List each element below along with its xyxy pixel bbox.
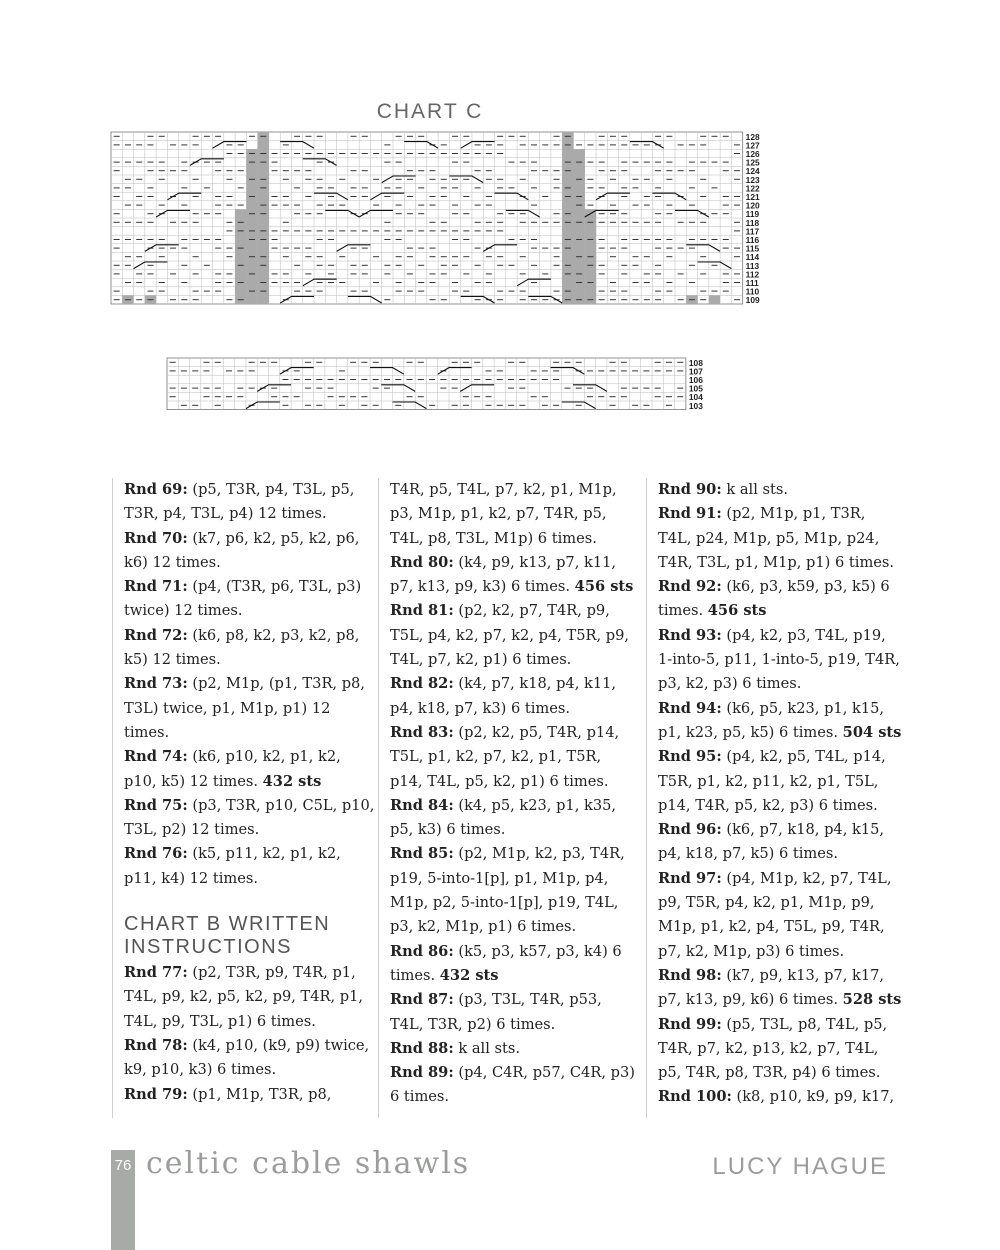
round-label: Rnd 74: xyxy=(124,748,188,766)
round-text: (k6, p8, k2, p3, k2, p8, k5) 12 times. xyxy=(124,626,360,669)
row-number-label: 123 xyxy=(745,174,760,185)
round-instruction xyxy=(124,624,376,673)
round-text: (k4, p9, k13, p7, k11, p7, k13, p9, k3) 6 times. xyxy=(390,553,617,596)
round-label: Rnd 80: xyxy=(390,553,454,571)
round-label: Rnd 84: xyxy=(390,796,454,814)
round-text: (p4, (T3R, p6, T3L, p3) twice) 12 times. xyxy=(124,578,362,620)
round-text: (p4, M1p, k2, p7, T4L, p9, T5R, p4, k2, p1, M1p, p9, M1p, p1, k2, p4, T5L, p9, T4R, p7, k2, M1p, p3) 6 times. xyxy=(658,869,892,960)
row-number-label: 103 xyxy=(688,400,703,411)
row-number-label: 114 xyxy=(745,252,760,263)
round-label: Rnd 96: xyxy=(658,821,722,839)
round-text: (k6, p5, k23, p1, k15, p1, k23, p5, k5) 6 times. xyxy=(658,699,885,741)
row-number-label: 117 xyxy=(745,226,760,237)
stitch-count: 528 sts xyxy=(842,991,902,1009)
row-number-label: 120 xyxy=(745,200,760,211)
row-number-label: 124 xyxy=(745,166,760,177)
round-instruction xyxy=(390,721,635,794)
no-stitch-cell xyxy=(709,295,720,304)
round-text: (p3, T3R, p10, C5L, p10, T3L, p2) 12 times. xyxy=(124,796,375,839)
round-text: (p1, M1p, T3R, p8, xyxy=(192,1085,332,1103)
round-text: (p4, C4R, p57, C4R, p3) 6 times. xyxy=(390,1064,635,1106)
round-text: k all sts. xyxy=(726,481,789,498)
round-label: Rnd 86: xyxy=(390,942,454,960)
row-number-label: 126 xyxy=(745,149,760,159)
round-label: Rnd 78: xyxy=(124,1036,188,1054)
round-text: (k4, p10, (k9, p9) twice, k9, p10, k3) 6 times. xyxy=(124,1036,370,1079)
round-instruction xyxy=(124,1083,376,1107)
round-instruction xyxy=(124,527,376,576)
round-label: Rnd 94: xyxy=(658,699,722,717)
round-label: Rnd 85: xyxy=(390,845,454,863)
round-text: (k4, p7, k18, p4, k11, p4, k18, p7, k3) 6 times. xyxy=(390,675,617,717)
round-label: Rnd 73: xyxy=(124,675,188,693)
round-label: Rnd 97: xyxy=(658,869,722,887)
round-text: (p5, T3R, p4, T3L, p5, T3R, p4, T3L, p4) 12 times. xyxy=(124,481,355,523)
round-text: (p4, k2, p3, T4L, p19, 1-into-5, p11, 1-into-5, p19, T4R, p3, k2, p3) 6 times. xyxy=(658,626,900,693)
instructions-column-3 xyxy=(646,478,903,1118)
instructions-column-1 xyxy=(112,478,376,1118)
round-label: Rnd 83: xyxy=(390,723,454,741)
no-stitch-cell xyxy=(573,149,584,304)
round-label: Rnd 91: xyxy=(658,505,722,523)
round-label: Rnd 95: xyxy=(658,748,722,766)
row-number-label: 118 xyxy=(745,217,760,228)
round-label: Rnd 75: xyxy=(124,796,188,814)
round-text: (p2, k2, p5, T4R, p14, T5L, p1, k2, p7, k2, p1, T5R, p14, T4L, p5, k2, p1) 6 times. xyxy=(390,723,620,790)
row-number-label: 116 xyxy=(745,235,760,245)
round-instruction xyxy=(658,697,903,746)
row-number-label: 122 xyxy=(745,183,760,194)
round-label: Rnd 98: xyxy=(658,966,722,984)
round-text: (k6, p10, k2, p1, k2, p10, k5) 12 times. xyxy=(124,748,341,790)
round-text: (p5, T3L, p8, T4L, p5, T4R, p7, k2, p13, k2, p7, T4L, p5, T4R, p8, T3R, p4) 6 times. xyxy=(658,1015,888,1082)
round-text: (k7, p9, k13, p7, k17, p7, k13, p9, k6) 6 times. xyxy=(658,966,885,1009)
round-instruction xyxy=(658,575,903,624)
round-text: (p3, T3L, T4R, p53, T4L, T3R, p2) 6 times. xyxy=(390,991,602,1033)
round-text: T4R, p5, T4L, p7, k2, p1, M1p, p3, M1p, p1, k2, p7, T4R, p5, T4L, p8, T3L, M1p) 6 times. xyxy=(390,481,617,547)
round-instruction xyxy=(124,478,376,527)
stitch-count: 432 sts xyxy=(262,772,322,790)
row-number-label: 106 xyxy=(688,375,703,385)
row-number-label: 121 xyxy=(745,192,760,202)
round-instruction xyxy=(658,502,903,575)
round-label: Rnd 90: xyxy=(658,481,722,498)
round-label: Rnd 76: xyxy=(124,845,188,863)
round-text: (k4, p5, k23, p1, k35, p5, k3) 6 times. xyxy=(390,796,617,839)
round-instruction xyxy=(390,842,635,939)
round-text: (k5, p11, k2, p1, k2, p11, k4) 12 times. xyxy=(124,845,341,887)
round-label: Rnd 89: xyxy=(390,1064,454,1082)
round-instruction xyxy=(124,745,376,794)
round-label: Rnd 99: xyxy=(658,1015,722,1033)
round-instruction xyxy=(390,1061,635,1110)
round-instruction xyxy=(124,794,376,843)
chart-title: CHART C xyxy=(376,100,484,123)
row-number-label: 115 xyxy=(745,243,760,254)
row-number-label: 119 xyxy=(745,209,760,220)
knitting-chart xyxy=(0,0,1000,440)
row-number-label: 113 xyxy=(745,260,760,271)
round-instruction xyxy=(658,624,903,697)
round-text: (p2, k2, p7, T4R, p9, T5L, p4, k2, p7, k2, p4, T5R, p9, T4L, p7, k2, p1) 6 times. xyxy=(390,602,630,669)
round-text: (p4, k2, p5, T4L, p14, T5R, p1, k2, p11, k2, p1, T5L, p14, T4R, p5, k2, p3) 6 times. xyxy=(658,748,886,814)
row-number-label: 108 xyxy=(688,357,703,368)
section-heading: CHART B WRITTEN INSTRUCTIONS xyxy=(124,913,331,959)
row-number-label: 110 xyxy=(745,286,760,297)
round-label: Rnd 87: xyxy=(390,991,454,1009)
round-instruction xyxy=(124,961,376,1034)
round-label: Rnd 92: xyxy=(658,578,722,596)
round-text: (k7, p6, k2, p5, k2, p6, k6) 12 times. xyxy=(124,529,360,571)
round-instruction xyxy=(124,575,376,624)
round-label: Rnd 93: xyxy=(658,626,722,644)
stitch-count: 456 sts xyxy=(574,578,634,596)
round-text: (p2, M1p, k2, p3, T4R, p19, 5-into-1[p], p1, M1p, p4, M1p, p2, 5-into-1[p], p19, T4L, p3, k2, M1p, p1) 6 times. xyxy=(390,845,625,936)
round-label: Rnd 81: xyxy=(390,602,454,620)
round-instruction xyxy=(390,794,635,843)
round-continuation xyxy=(390,478,635,551)
row-number-label: 104 xyxy=(688,392,703,403)
no-stitch-cell xyxy=(246,149,257,304)
page-number: 76 xyxy=(114,1157,132,1174)
round-label: Rnd 72: xyxy=(124,626,188,644)
stitch-count: 432 sts xyxy=(439,966,499,984)
round-instruction xyxy=(658,745,903,818)
stitch-count: 504 sts xyxy=(842,723,902,741)
round-label: Rnd 71: xyxy=(124,578,188,596)
round-instruction xyxy=(124,842,376,891)
round-instruction xyxy=(124,672,376,745)
row-number-label: 109 xyxy=(745,295,760,306)
row-number-label: 112 xyxy=(745,269,760,280)
instructions-column-2 xyxy=(378,478,635,1118)
round-text: (p2, M1p, p1, T3R, T4L, p24, M1p, p5, M1p, p24, T4R, T3L, p1, M1p, p1) 6 times. xyxy=(658,505,895,571)
round-label: Rnd 70: xyxy=(124,529,188,547)
round-instruction xyxy=(390,988,635,1037)
round-text: (k8, p10, k9, p9, k17, xyxy=(736,1088,895,1106)
row-number-label: 128 xyxy=(745,131,760,142)
author-name: LUCY HAGUE xyxy=(712,1153,888,1180)
row-number-label: 107 xyxy=(688,366,703,377)
round-instruction xyxy=(390,940,635,989)
no-stitch-cell xyxy=(235,209,246,304)
round-label: Rnd 77: xyxy=(124,964,188,982)
round-text: (p2, M1p, (p1, T3R, p8, T3L) twice, p1, M1p, p1) 12 times. xyxy=(124,675,365,741)
no-stitch-cell xyxy=(258,132,269,304)
stitch-count: 456 sts xyxy=(707,602,767,620)
book-title: celtic cable shawls xyxy=(146,1146,471,1181)
round-label: Rnd 79: xyxy=(124,1085,188,1103)
round-label: Rnd 100: xyxy=(658,1088,732,1106)
round-text: k all sts. xyxy=(458,1039,521,1057)
round-instruction xyxy=(390,672,635,721)
round-text: (k6, p7, k18, p4, k15, p4, k18, p7, k5) 6 times. xyxy=(658,821,885,863)
round-instruction xyxy=(658,818,903,867)
row-number-label: 111 xyxy=(745,278,759,288)
round-text: (k6, p3, k59, p3, k5) 6 times. xyxy=(658,578,890,620)
round-instruction xyxy=(390,551,635,600)
round-label: Rnd 82: xyxy=(390,675,454,693)
row-number-label: 105 xyxy=(688,383,703,394)
no-stitch-cell xyxy=(562,132,573,304)
row-number-label: 125 xyxy=(745,157,760,168)
round-instruction xyxy=(390,1037,635,1061)
round-instruction xyxy=(658,1085,903,1109)
round-instruction xyxy=(658,964,903,1013)
round-label: Rnd 69: xyxy=(124,481,188,498)
round-text: (p2, T3R, p9, T4R, p1, T4L, p9, k2, p5, k2, p9, T4R, p1, T4L, p9, T3L, p1) 6 times. xyxy=(124,964,364,1030)
round-text: (k5, p3, k57, p3, k4) 6 times. xyxy=(390,942,622,984)
row-number-label: 127 xyxy=(745,140,760,151)
round-instruction xyxy=(390,599,635,672)
round-instruction xyxy=(124,1034,376,1083)
round-label: Rnd 88: xyxy=(390,1039,454,1057)
round-instruction xyxy=(658,867,903,964)
round-instruction xyxy=(658,478,903,502)
round-instruction xyxy=(658,1013,903,1086)
